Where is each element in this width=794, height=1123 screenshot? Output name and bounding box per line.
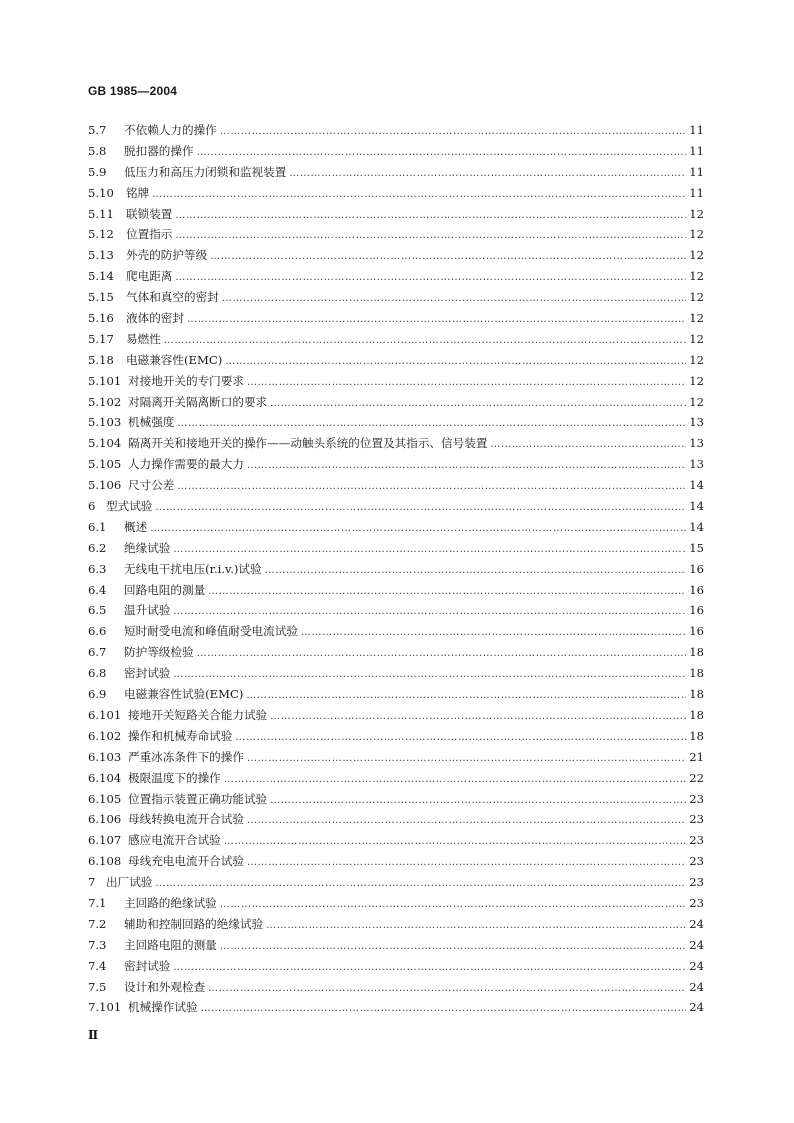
toc-entry-title: 机械操作试验 xyxy=(128,1000,198,1015)
toc-entry-title: 密封试验 xyxy=(124,958,171,973)
toc-leader-dots xyxy=(270,707,686,728)
toc-entry-page: 23 xyxy=(689,895,704,910)
toc-entry-number: 5.7 xyxy=(88,123,107,137)
toc-entry xyxy=(88,580,704,601)
toc-entry xyxy=(88,120,704,141)
toc-leader-dots xyxy=(155,874,686,895)
toc-leader-dots xyxy=(220,895,686,916)
toc-entry xyxy=(88,141,704,162)
toc-entry-page: 13 xyxy=(689,415,704,430)
toc-entry-page: 12 xyxy=(689,394,704,409)
toc-entry-number: 6.1 xyxy=(88,519,107,534)
toc-entry xyxy=(88,204,704,225)
toc-entry-page: 12 xyxy=(689,352,704,367)
toc-entry-number: 5.13 xyxy=(88,248,114,263)
toc-entry-number: 6.101 xyxy=(88,707,122,722)
toc-entry xyxy=(88,412,704,433)
toc-entry xyxy=(88,245,704,266)
toc-entry-title: 主回路的绝缘试验 xyxy=(124,895,217,910)
toc-leader-dots xyxy=(177,414,686,435)
toc-entry-number: 5.106 xyxy=(88,478,122,493)
toc-entry xyxy=(88,830,704,851)
toc-entry-page: 15 xyxy=(689,540,704,555)
toc-entry-title: 人力操作需要的最大力 xyxy=(128,457,244,472)
toc-entry-title: 位置指示 xyxy=(126,227,173,242)
toc-leader-dots xyxy=(301,623,686,644)
toc-leader-dots xyxy=(246,686,686,707)
toc-entry-page: 24 xyxy=(689,937,704,952)
toc-entry xyxy=(88,475,704,496)
toc-entry-number: 6.5 xyxy=(88,603,107,618)
toc-entry-title: 液体的密封 xyxy=(126,311,184,326)
toc-entry-number: 5.17 xyxy=(88,331,114,346)
toc-entry-number: 7.3 xyxy=(88,937,107,952)
toc-leader-dots xyxy=(270,394,686,415)
toc-entry-title: 低压力和高压力闭锁和监视装置 xyxy=(124,164,287,179)
toc-entry-number: 6.106 xyxy=(88,812,122,827)
toc-leader-dots xyxy=(177,477,686,498)
toc-entry xyxy=(88,266,704,287)
toc-entry-page: 12 xyxy=(689,290,704,305)
toc-entry-title: 感应电流开合试验 xyxy=(128,833,221,848)
toc-entry-number: 6.6 xyxy=(88,624,107,639)
toc-entry-title: 外壳的防护等级 xyxy=(126,248,208,263)
toc-entry-page: 11 xyxy=(689,164,704,179)
toc-entry-number: 6.4 xyxy=(88,582,107,597)
toc-entry xyxy=(88,747,704,768)
toc-entry-page: 18 xyxy=(689,666,704,681)
toc-entry-title: 对隔离开关隔离断口的要求 xyxy=(128,394,268,409)
toc-leader-dots xyxy=(197,644,687,665)
toc-entry-title: 母线充电电流开合试验 xyxy=(128,854,244,869)
toc-entry xyxy=(88,956,704,977)
toc-entry-page: 18 xyxy=(689,645,704,660)
toc-entry xyxy=(88,789,704,810)
toc-entry-number: 5.8 xyxy=(88,143,107,158)
toc-entry-number: 7.1 xyxy=(88,895,107,910)
toc-leader-dots xyxy=(220,122,686,143)
toc-leader-dots xyxy=(247,811,686,832)
toc-entry-title: 铭牌 xyxy=(126,185,150,200)
toc-entry-page: 16 xyxy=(689,561,704,576)
toc-entry xyxy=(88,997,704,1018)
toc-entry-page: 16 xyxy=(689,582,704,597)
toc-entry-page: 16 xyxy=(689,603,704,618)
toc-entry-page: 16 xyxy=(689,624,704,639)
toc-entry-title: 位置指示装置正确功能试验 xyxy=(128,791,268,806)
toc-entry-number: 6.2 xyxy=(88,540,107,555)
toc-entry-page: 24 xyxy=(689,916,704,931)
toc-leader-dots xyxy=(224,832,686,853)
toc-entry xyxy=(88,726,704,747)
toc-entry xyxy=(88,684,704,705)
toc-leader-dots xyxy=(173,665,686,686)
toc-leader-dots xyxy=(175,226,686,247)
toc-entry-title: 极限温度下的操作 xyxy=(128,770,221,785)
toc-entry xyxy=(88,162,704,183)
toc-entry-page: 23 xyxy=(689,854,704,869)
toc-entry-number: 5.11 xyxy=(88,206,114,221)
toc-entry-page: 18 xyxy=(689,687,704,702)
toc-entry xyxy=(88,768,704,789)
toc-entry xyxy=(88,977,704,998)
toc-entry-number: 7.2 xyxy=(88,916,107,931)
toc-entry-page: 23 xyxy=(689,812,704,827)
toc-entry-title: 脱扣器的操作 xyxy=(124,143,194,158)
toc-entry-number: 7 xyxy=(88,875,96,890)
toc-leader-dots xyxy=(173,958,686,979)
toc-entry-number: 6.102 xyxy=(88,728,122,743)
toc-entry-page: 22 xyxy=(689,770,704,785)
toc-entry-title: 型式试验 xyxy=(106,499,153,514)
toc-entry-number: 6.104 xyxy=(88,770,122,785)
toc-leader-dots xyxy=(208,979,686,1000)
toc-entry-number: 5.102 xyxy=(88,394,122,409)
toc-entry-page: 12 xyxy=(689,331,704,346)
toc-entry-page: 23 xyxy=(689,833,704,848)
toc-entry-number: 6.103 xyxy=(88,749,122,764)
toc-entry xyxy=(88,705,704,726)
toc-entry-number: 7.5 xyxy=(88,979,107,994)
toc-entry-number: 6.108 xyxy=(88,854,122,869)
toc-entry-number: 6.8 xyxy=(88,666,107,681)
toc-entry-title: 密封试验 xyxy=(124,666,171,681)
toc-entry-number: 5.16 xyxy=(88,311,114,326)
toc-entry-number: 5.18 xyxy=(88,352,114,367)
toc-entry-page: 11 xyxy=(689,185,704,200)
toc-entry-title: 接地开关短路关合能力试验 xyxy=(128,707,268,722)
toc-entry xyxy=(88,663,704,684)
toc-entry xyxy=(88,371,704,392)
toc-entry-title: 严重冰冻条件下的操作 xyxy=(128,749,244,764)
toc-entry-title: 设计和外观检查 xyxy=(124,979,206,994)
toc-leader-dots xyxy=(197,143,687,164)
toc-entry-number: 5.103 xyxy=(88,415,122,430)
toc-entry xyxy=(88,350,704,371)
toc-entry xyxy=(88,183,704,204)
toc-entry-number: 5.105 xyxy=(88,457,122,472)
toc-entry-page: 18 xyxy=(689,707,704,722)
toc-leader-dots xyxy=(222,289,686,310)
toc-entry-title: 无线电干扰电压(r.i.v.)试验 xyxy=(124,561,262,576)
toc-leader-dots xyxy=(208,582,686,603)
toc-entry xyxy=(88,224,704,245)
toc-entry-number: 6.107 xyxy=(88,833,122,848)
toc-entry-title: 对接地开关的专门要求 xyxy=(128,373,244,388)
toc-entry-title: 辅助和控制回路的绝缘试验 xyxy=(124,916,264,931)
toc-entry xyxy=(88,642,704,663)
toc-leader-dots xyxy=(247,456,686,477)
toc-leader-dots xyxy=(490,435,686,456)
toc-leader-dots xyxy=(175,268,686,289)
toc-entry-number: 6.9 xyxy=(88,687,107,702)
toc-leader-dots xyxy=(266,916,686,937)
toc-entry-number: 7.4 xyxy=(88,958,107,973)
toc-entry-page: 13 xyxy=(689,457,704,472)
toc-entry-title: 回路电阻的测量 xyxy=(124,582,206,597)
toc-entry-title: 机械强度 xyxy=(128,415,175,430)
toc-leader-dots xyxy=(224,770,686,791)
toc-entry-page: 11 xyxy=(689,123,704,137)
toc-entry-page: 12 xyxy=(689,311,704,326)
toc-leader-dots xyxy=(225,352,686,373)
toc-entry xyxy=(88,496,704,517)
toc-leader-dots xyxy=(210,247,686,268)
toc-entry-page: 21 xyxy=(689,749,704,764)
toc-leader-dots xyxy=(173,602,686,623)
toc-entry-page: 14 xyxy=(689,499,704,514)
toc-entry-number: 6.7 xyxy=(88,645,107,660)
toc-entry xyxy=(88,914,704,935)
toc-leader-dots xyxy=(247,749,686,770)
toc-entry xyxy=(88,935,704,956)
toc-entry xyxy=(88,454,704,475)
toc-entry-title: 联锁装置 xyxy=(126,206,173,221)
toc-entry-title: 母线转换电流开合试验 xyxy=(128,812,244,827)
toc-entry-title: 绝缘试验 xyxy=(124,540,171,555)
toc-entry-title: 电磁兼容性(EMC) xyxy=(126,352,223,367)
toc-entry-page: 14 xyxy=(689,478,704,493)
toc-entry-number: 5.104 xyxy=(88,436,122,451)
toc-entry-page: 13 xyxy=(689,436,704,451)
toc-leader-dots xyxy=(201,999,687,1020)
toc-entry xyxy=(88,621,704,642)
toc-entry-page: 24 xyxy=(689,979,704,994)
toc-entry-page: 18 xyxy=(689,728,704,743)
toc-leader-dots xyxy=(247,853,686,874)
toc-leader-dots xyxy=(164,331,686,352)
toc-entry-title: 不依赖人力的操作 xyxy=(124,123,217,137)
toc-entry xyxy=(88,517,704,538)
toc-entry xyxy=(88,809,704,830)
toc-entry-page: 12 xyxy=(689,248,704,263)
toc-entry xyxy=(88,893,704,914)
toc-entry-number: 5.101 xyxy=(88,373,122,388)
toc-entry-number: 5.9 xyxy=(88,164,107,179)
toc-entry-page: 23 xyxy=(689,791,704,806)
toc-leader-dots xyxy=(187,310,686,331)
toc-entry-number: 6.3 xyxy=(88,561,107,576)
toc-leader-dots xyxy=(270,791,686,812)
toc-entry-title: 短时耐受电流和峰值耐受电流试验 xyxy=(124,624,298,639)
toc-entry-page: 12 xyxy=(689,227,704,242)
toc-leader-dots xyxy=(289,164,686,185)
toc-entry xyxy=(88,559,704,580)
toc-leader-dots xyxy=(265,561,687,582)
toc-entry-number: 5.15 xyxy=(88,290,114,305)
toc-entry-page: 12 xyxy=(689,206,704,221)
toc-entry-title: 主回路电阻的测量 xyxy=(124,937,217,952)
toc-entry-number: 6 xyxy=(88,499,96,514)
toc-entry xyxy=(88,600,704,621)
toc-entry xyxy=(88,392,704,413)
toc-entry-title: 隔离开关和接地开关的操作——动触头系统的位置及其指示、信号装置 xyxy=(128,436,488,451)
toc-leader-dots xyxy=(173,540,686,561)
toc-entry-title: 爬电距离 xyxy=(126,269,173,284)
toc-entry-number: 5.10 xyxy=(88,185,114,200)
toc-leader-dots xyxy=(235,728,686,749)
page-number: Ⅱ xyxy=(88,1028,99,1042)
toc-entry-page: 24 xyxy=(689,958,704,973)
toc-leader-dots xyxy=(220,937,686,958)
toc-entry-page: 14 xyxy=(689,519,704,534)
toc-entry-number: 5.12 xyxy=(88,227,114,242)
toc-entry xyxy=(88,329,704,350)
toc-entry-number: 5.14 xyxy=(88,269,114,284)
toc-entry-title: 温升试验 xyxy=(124,603,171,618)
document-header: GB 1985—2004 xyxy=(88,84,178,98)
toc-leader-dots xyxy=(152,185,686,206)
toc-entry xyxy=(88,872,704,893)
toc-entry xyxy=(88,433,704,454)
toc-entry-page: 24 xyxy=(689,1000,704,1015)
toc-entry xyxy=(88,308,704,329)
toc-entry xyxy=(88,287,704,308)
toc-entry-title: 尺寸公差 xyxy=(128,478,175,493)
toc-entry xyxy=(88,538,704,559)
toc-leader-dots xyxy=(247,373,686,394)
toc-entry-number: 6.105 xyxy=(88,791,122,806)
toc-leader-dots xyxy=(155,498,686,519)
toc-entry-title: 气体和真空的密封 xyxy=(126,290,219,305)
toc-entry-number: 7.101 xyxy=(88,1000,122,1015)
toc-entry-title: 易燃性 xyxy=(126,331,161,346)
toc-entry-page: 11 xyxy=(689,143,704,158)
toc-entry-page: 23 xyxy=(689,875,704,890)
toc-entry-title: 出厂试验 xyxy=(106,875,153,890)
toc-entry-title: 操作和机械寿命试验 xyxy=(128,728,233,743)
toc-entry xyxy=(88,851,704,872)
toc-entry-title: 电磁兼容性试验(EMC) xyxy=(124,687,244,702)
table-of-contents xyxy=(88,120,704,1018)
toc-entry-page: 12 xyxy=(689,373,704,388)
toc-entry-page: 12 xyxy=(689,269,704,284)
toc-leader-dots xyxy=(175,206,686,227)
toc-entry-title: 防护等级检验 xyxy=(124,645,194,660)
toc-leader-dots xyxy=(150,519,686,540)
toc-entry-title: 概述 xyxy=(124,519,148,534)
